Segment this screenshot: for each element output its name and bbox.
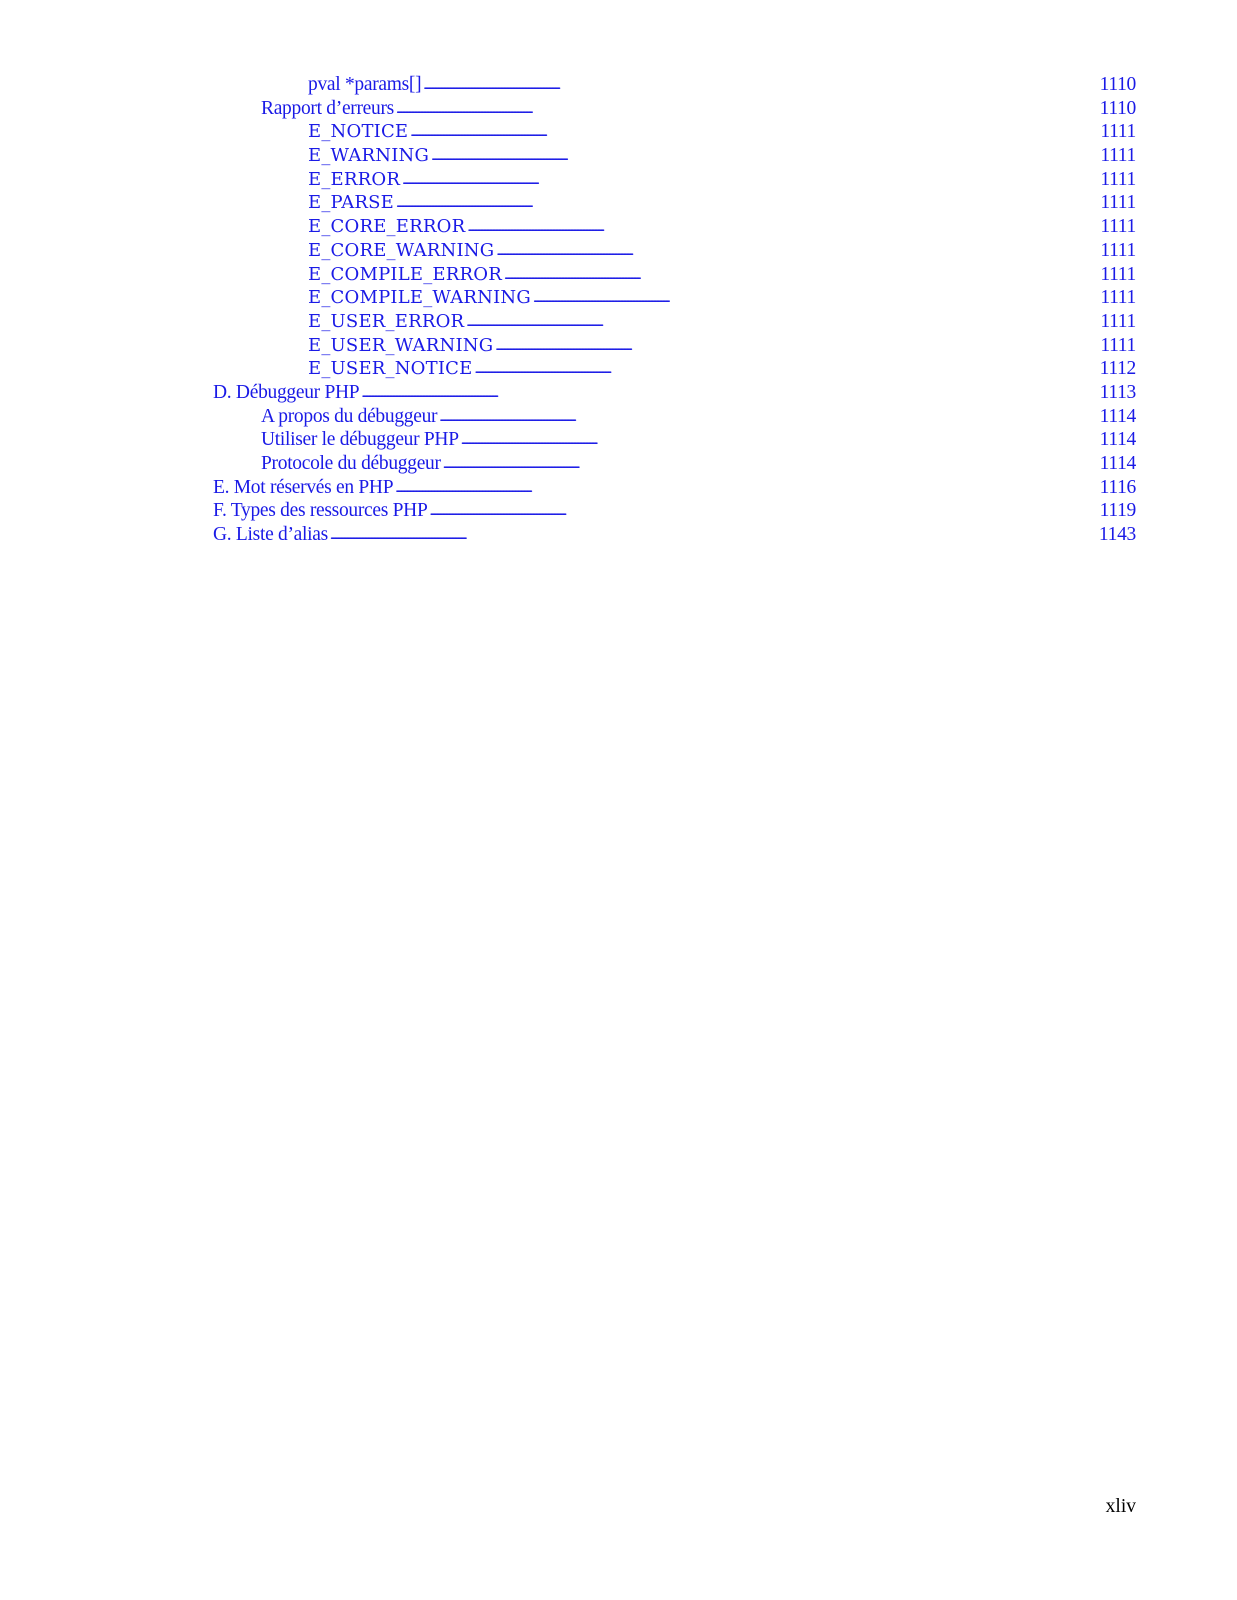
dot-leader — [361, 380, 1097, 406]
toc-entry[interactable] — [0, 191, 1237, 215]
toc-entry-title: E. Mot réservés en PHP — [213, 476, 394, 498]
toc-entry-title: A propos du débuggeur — [261, 405, 438, 427]
toc-entry-title: E_USER_WARNING — [308, 334, 494, 356]
toc-entry-page: 1111 — [1100, 334, 1136, 356]
toc-entry-title: F. Types des ressources PHP — [213, 500, 428, 522]
toc-entry[interactable] — [0, 120, 1237, 144]
dot-leader — [402, 167, 1098, 193]
toc-entry[interactable] — [0, 144, 1237, 168]
toc-entry-page: 1114 — [1099, 453, 1136, 474]
toc-entry-title: E_NOTICE — [308, 121, 409, 143]
page-number: xliv — [1105, 1496, 1136, 1517]
toc-entry[interactable] — [0, 499, 1237, 523]
dot-leader — [466, 309, 1098, 335]
toc-entry[interactable] — [0, 381, 1237, 405]
toc-entry-page: 1111 — [1100, 287, 1136, 309]
toc-entry[interactable] — [0, 286, 1237, 310]
toc-entry-page: 1143 — [1098, 524, 1136, 546]
toc-entry[interactable] — [0, 263, 1237, 287]
dot-leader — [495, 333, 1098, 359]
toc-entry[interactable] — [0, 215, 1237, 239]
dot-leader — [496, 238, 1098, 264]
toc-entry-page: 1114 — [1099, 405, 1136, 427]
toc-entry[interactable] — [0, 239, 1237, 263]
toc-entry-title: E_WARNING — [308, 145, 430, 167]
toc-entry[interactable] — [0, 97, 1237, 121]
toc-entry-title: E_USER_ERROR — [308, 310, 465, 332]
dot-leader — [461, 427, 1098, 453]
toc-entry-title: E_USER_NOTICE — [308, 358, 473, 380]
toc-entry-title: E_PARSE — [308, 192, 395, 214]
dot-leader — [533, 285, 1098, 311]
toc-entry-page: 1111 — [1100, 121, 1136, 143]
toc-entry-page: 1119 — [1099, 500, 1136, 522]
toc-entry[interactable] — [0, 334, 1237, 358]
toc-entry[interactable] — [0, 452, 1237, 476]
toc-entry-page: 1110 — [1099, 74, 1136, 95]
toc-entry-title: E_CORE_ERROR — [308, 216, 466, 238]
toc-entry-title: E_ERROR — [308, 168, 401, 190]
dot-leader — [474, 356, 1097, 382]
toc-entry-page: 1112 — [1099, 358, 1136, 380]
toc-entry-page: 1111 — [1100, 216, 1136, 238]
toc-entry-page: 1113 — [1099, 381, 1136, 403]
toc-entry-page: 1111 — [1100, 145, 1136, 167]
toc-entry-page: 1111 — [1100, 263, 1136, 285]
toc-entry[interactable] — [0, 168, 1237, 192]
toc-entry[interactable] — [0, 523, 1237, 547]
toc-entry-page: 1111 — [1100, 239, 1136, 261]
dot-leader — [395, 475, 1097, 501]
toc-entry-title: Utiliser le débuggeur PHP — [261, 429, 459, 451]
dot-leader — [423, 72, 1097, 98]
toc-entry[interactable] — [0, 357, 1237, 381]
table-of-contents — [0, 73, 1237, 547]
dot-leader — [396, 190, 1098, 216]
toc-entry-page: 1114 — [1099, 429, 1136, 451]
toc-entry-page: 1111 — [1100, 168, 1136, 190]
dot-leader — [330, 522, 1097, 548]
dot-leader — [504, 262, 1098, 288]
dot-leader — [396, 96, 1098, 122]
dot-leader — [467, 214, 1098, 240]
toc-entry-title: pval *params[] — [308, 74, 422, 95]
toc-entry[interactable] — [0, 405, 1237, 429]
toc-entry-title: D. Débuggeur PHP — [213, 381, 360, 403]
toc-entry-title: Rapport d’erreurs — [261, 97, 394, 119]
toc-entry-page: 1116 — [1099, 476, 1136, 498]
toc-entry-page: 1111 — [1100, 192, 1136, 214]
toc-entry-title: G. Liste d’alias — [213, 524, 328, 546]
toc-entry-title: Protocole du débuggeur — [261, 453, 441, 474]
toc-entry-page: 1110 — [1099, 97, 1136, 119]
toc-entry[interactable] — [0, 310, 1237, 334]
dot-leader — [431, 143, 1098, 169]
dot-leader — [439, 404, 1097, 430]
toc-entry[interactable] — [0, 73, 1237, 97]
toc-entry-title: E_CORE_WARNING — [308, 239, 495, 261]
dot-leader — [429, 498, 1097, 524]
toc-entry-title: E_COMPILE_ERROR — [308, 263, 502, 285]
toc-entry[interactable] — [0, 476, 1237, 500]
toc-entry[interactable] — [0, 428, 1237, 452]
dot-leader — [443, 451, 1098, 477]
toc-entry-page: 1111 — [1100, 310, 1136, 332]
toc-entry-title: E_COMPILE_WARNING — [308, 287, 531, 309]
dot-leader — [410, 119, 1098, 145]
